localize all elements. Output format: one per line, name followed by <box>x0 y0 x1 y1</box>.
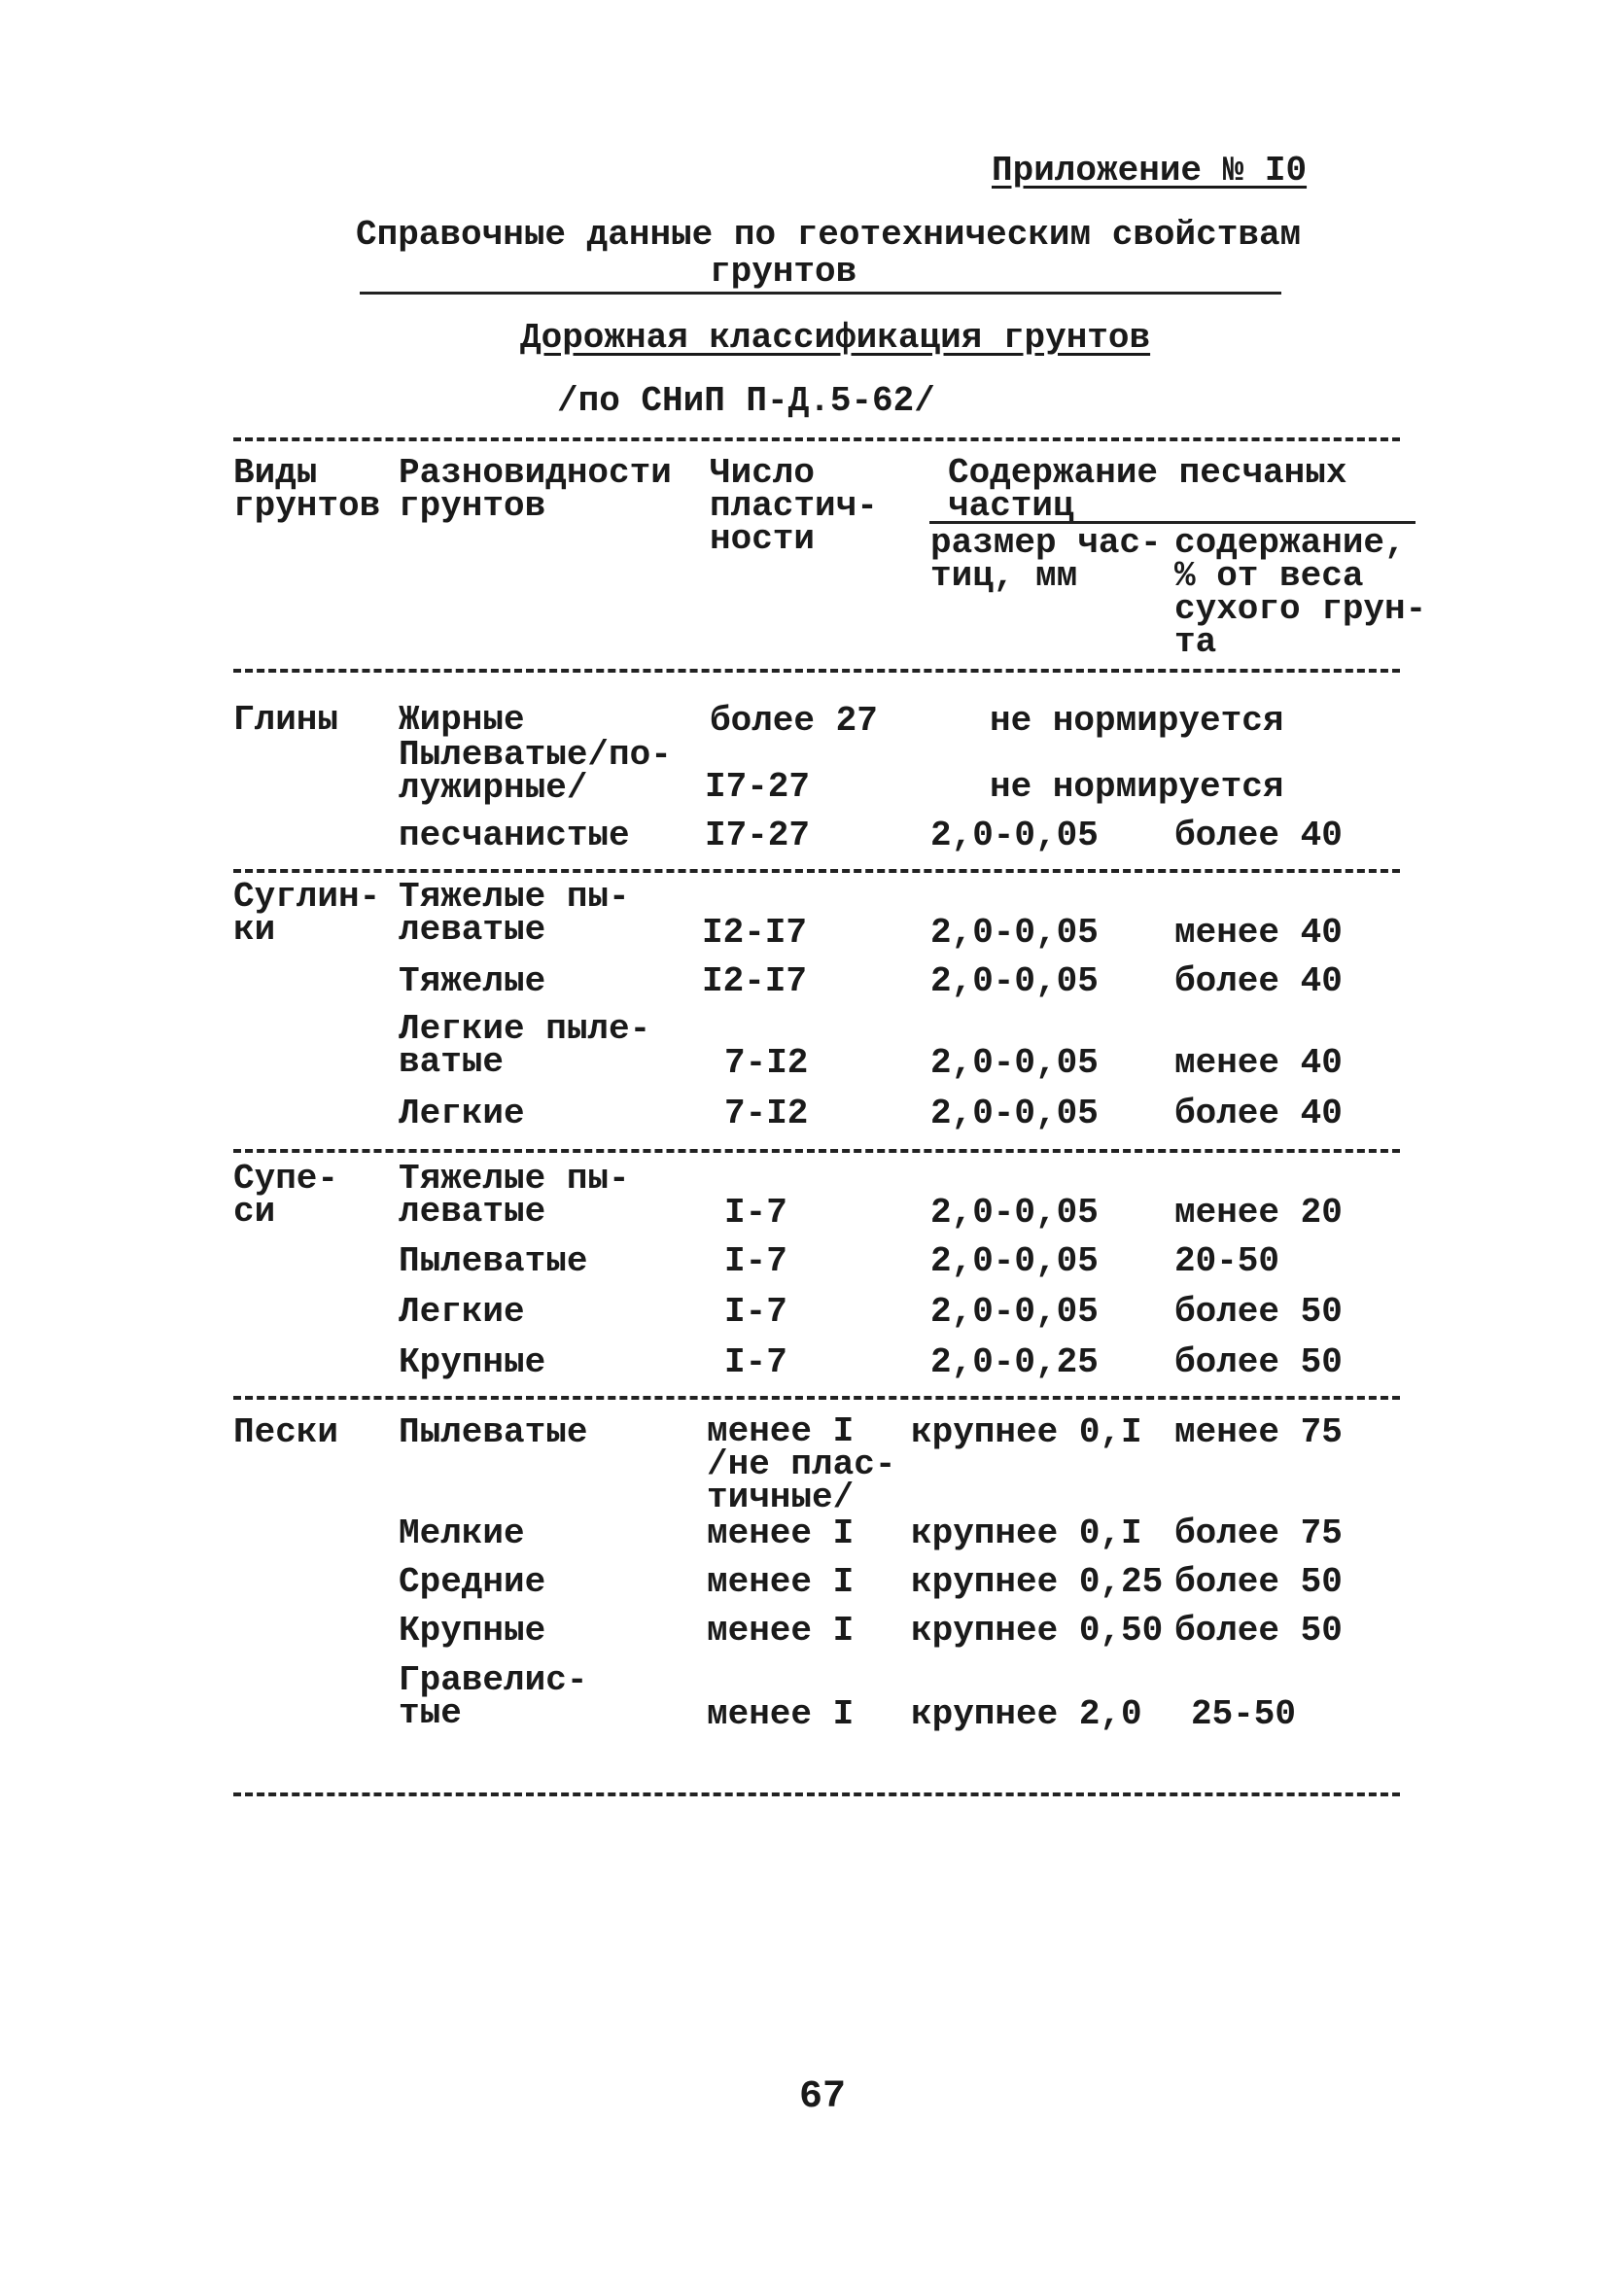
variety-cell: Жирные <box>399 700 525 740</box>
content-cell: более 50 <box>1174 1562 1343 1602</box>
content-cell: 25-50 <box>1191 1694 1297 1734</box>
variety-cell: песчанистые <box>399 816 630 855</box>
page-title-line2: грунтов <box>710 252 857 292</box>
group-separator <box>233 869 1400 873</box>
size-cell: 2,0-0,05 <box>930 816 1099 855</box>
content-cell: более 40 <box>1174 1094 1343 1133</box>
size-cell: 2,0-0,05 <box>930 1193 1099 1233</box>
plasticity-cell: I7-27 <box>705 767 811 807</box>
size-cell: крупнее 2,0 <box>911 1694 1142 1734</box>
variety-cell: Тяжелые пы- леватые <box>399 1159 630 1232</box>
size-cell: 2,0-0,25 <box>930 1342 1099 1382</box>
content-cell: менее 20 <box>1174 1193 1343 1233</box>
variety-cell: Легкие пыле- ватые <box>399 1009 651 1082</box>
group-separator <box>233 1149 1400 1153</box>
content-cell: менее 40 <box>1174 1043 1343 1083</box>
header-top-rule <box>233 437 1400 441</box>
plasticity-cell: I-7 <box>724 1292 787 1332</box>
header-variety: Разновидности грунтов <box>399 453 672 526</box>
header-plasticity: Число пластич- ности <box>710 453 878 559</box>
content-cell: более 50 <box>1174 1292 1343 1332</box>
plasticity-cell: менее I <box>707 1611 855 1651</box>
table-title: Дорожная классификация грунтов <box>520 318 1151 358</box>
variety-cell: Легкие <box>399 1292 525 1332</box>
variety-cell: Легкие <box>399 1094 525 1133</box>
plasticity-cell: I-7 <box>724 1193 787 1233</box>
soil-type-sandy-loams: Супе- си <box>233 1159 339 1232</box>
size-cell: не нормируется <box>990 701 1284 741</box>
plasticity-cell: менее I <box>707 1562 855 1602</box>
content-cell: менее 40 <box>1174 913 1343 953</box>
variety-cell: Средние <box>399 1562 546 1602</box>
content-cell: более 50 <box>1174 1611 1343 1651</box>
variety-cell: Пылеватые <box>399 1412 588 1452</box>
table-bottom-rule <box>233 1792 1400 1796</box>
size-cell: не нормируется <box>990 767 1284 807</box>
variety-cell: Мелкие <box>399 1513 525 1553</box>
content-cell: менее 75 <box>1174 1412 1343 1452</box>
size-cell: 2,0-0,05 <box>930 1241 1099 1281</box>
title-rule <box>360 292 1281 295</box>
header-particle-size: размер час- тиц, мм <box>930 523 1162 596</box>
norm-reference: /по СНиП П-Д.5-62/ <box>557 381 935 421</box>
size-cell: 2,0-0,05 <box>930 961 1099 1001</box>
plasticity-cell: I7-27 <box>705 816 811 855</box>
size-cell: 2,0-0,05 <box>930 1292 1099 1332</box>
size-cell: 2,0-0,05 <box>930 1043 1099 1083</box>
variety-cell: Крупные <box>399 1342 546 1382</box>
size-cell: крупнее 0,I <box>911 1412 1142 1452</box>
variety-cell: Пылеватые <box>399 1241 588 1281</box>
size-cell: крупнее 0,25 <box>911 1562 1164 1602</box>
content-cell: 20-50 <box>1174 1241 1280 1281</box>
plasticity-cell: более 27 <box>710 701 878 741</box>
plasticity-cell: I-7 <box>724 1241 787 1281</box>
size-cell: 2,0-0,05 <box>930 1094 1099 1133</box>
content-cell: более 40 <box>1174 961 1343 1001</box>
content-cell: более 40 <box>1174 816 1343 855</box>
group-separator <box>233 1396 1400 1400</box>
header-content-percent: содержание, % от веса сухого грун- та <box>1174 523 1427 662</box>
content-cell: более 75 <box>1174 1513 1343 1553</box>
variety-cell: Тяжелые <box>399 961 546 1001</box>
page-title: Справочные данные по геотехническим свойствам <box>356 215 1302 255</box>
content-cell: более 50 <box>1174 1342 1343 1382</box>
soil-type-clays: Глины <box>233 700 339 740</box>
plasticity-cell: менее I /не плас- тичные/ <box>707 1411 896 1517</box>
plasticity-cell: 7-I2 <box>724 1043 809 1083</box>
header-bottom-rule <box>233 669 1400 673</box>
variety-cell: Гравелис- тые <box>399 1660 588 1733</box>
plasticity-cell: I-7 <box>724 1342 787 1382</box>
variety-cell: Пылеватые/по- лужирные/ <box>399 735 672 808</box>
soil-type-loams: Суглин- ки <box>233 877 381 950</box>
plasticity-cell: менее I <box>707 1513 855 1553</box>
page-number: 67 <box>799 2075 847 2119</box>
plasticity-cell: менее I <box>707 1694 855 1734</box>
plasticity-cell: I2-I7 <box>702 913 808 953</box>
plasticity-cell: 7-I2 <box>724 1094 809 1133</box>
variety-cell: Крупные <box>399 1611 546 1651</box>
size-cell: 2,0-0,05 <box>930 913 1099 953</box>
size-cell: крупнее 0,50 <box>911 1611 1164 1651</box>
appendix-label: Приложение № I0 <box>992 151 1308 191</box>
header-soil-type: Виды грунтов <box>233 453 381 526</box>
size-cell: крупнее 0,I <box>911 1513 1142 1553</box>
header-sand-content: Содержание песчаных частиц <box>948 453 1347 526</box>
variety-cell: Тяжелые пы- леватые <box>399 877 630 950</box>
soil-type-sands: Пески <box>233 1412 339 1452</box>
plasticity-cell: I2-I7 <box>702 961 808 1001</box>
